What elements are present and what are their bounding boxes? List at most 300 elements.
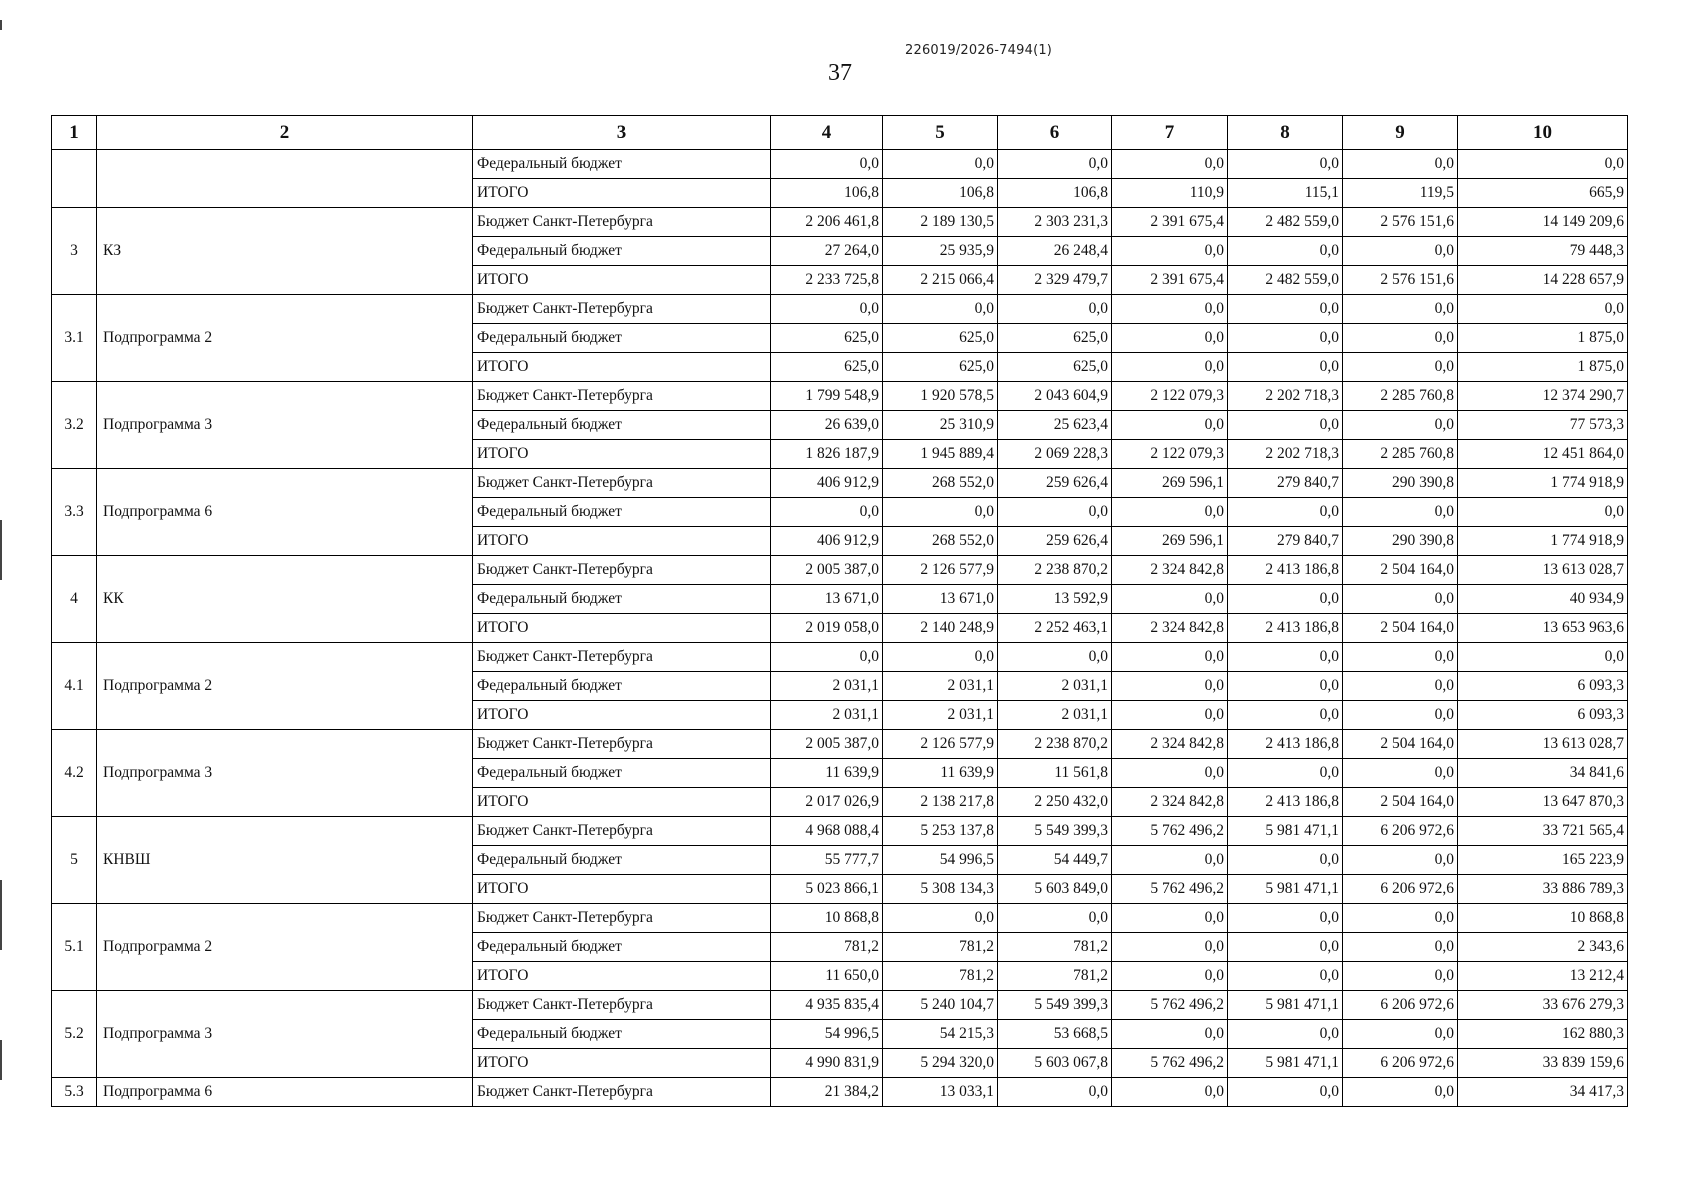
value-cell-col-5: 625,0: [883, 353, 998, 382]
value-cell-col-7: 0,0: [1112, 498, 1228, 527]
funding-source-cell: Федеральный бюджет: [473, 498, 771, 527]
value-cell-col-8: 0,0: [1228, 962, 1343, 991]
value-cell-col-8: 5 981 471,1: [1228, 817, 1343, 846]
value-cell-col-8: 0,0: [1228, 759, 1343, 788]
value-cell-col-6: 781,2: [998, 962, 1112, 991]
value-cell-col-5: 5 253 137,8: [883, 817, 998, 846]
funding-source-cell: Бюджет Санкт-Петербурга: [473, 643, 771, 672]
funding-source-cell: ИТОГО: [473, 614, 771, 643]
value-cell-col-5: 1 920 578,5: [883, 382, 998, 411]
value-cell-col-8: 2 482 559,0: [1228, 266, 1343, 295]
value-cell-col-6: 0,0: [998, 498, 1112, 527]
funding-source-cell: ИТОГО: [473, 527, 771, 556]
value-cell-col-8: 0,0: [1228, 324, 1343, 353]
value-cell-col-7: 0,0: [1112, 324, 1228, 353]
value-cell-col-9: 0,0: [1343, 846, 1458, 875]
row-code-cell: 3.2: [52, 382, 97, 469]
value-cell-col-5: 5 294 320,0: [883, 1049, 998, 1078]
table-row: [52, 817, 1628, 846]
value-cell-col-9: 0,0: [1343, 759, 1458, 788]
value-cell-col-5: 1 945 889,4: [883, 440, 998, 469]
value-cell-col-6: 2 303 231,3: [998, 208, 1112, 237]
value-cell-col-5: 25 310,9: [883, 411, 998, 440]
row-code-cell: 3: [52, 208, 97, 295]
value-cell-col-7: 5 762 496,2: [1112, 817, 1228, 846]
value-cell-col-9: 2 576 151,6: [1343, 266, 1458, 295]
row-name-cell: Подпрограмма 3: [97, 730, 473, 817]
funding-source-cell: Федеральный бюджет: [473, 585, 771, 614]
value-cell-col-8: 0,0: [1228, 237, 1343, 266]
value-cell-col-4: 4 935 835,4: [771, 991, 883, 1020]
value-cell-col-5: 25 935,9: [883, 237, 998, 266]
value-cell-col-9: 0,0: [1343, 411, 1458, 440]
value-cell-col-4: 10 868,8: [771, 904, 883, 933]
value-cell-col-10: 0,0: [1458, 150, 1628, 179]
value-cell-col-10: 40 934,9: [1458, 585, 1628, 614]
value-cell-col-8: 5 981 471,1: [1228, 875, 1343, 904]
value-cell-col-6: 625,0: [998, 353, 1112, 382]
value-cell-col-10: 0,0: [1458, 643, 1628, 672]
value-cell-col-9: 0,0: [1343, 643, 1458, 672]
column-header-7: 7: [1112, 116, 1228, 150]
value-cell-col-5: 0,0: [883, 295, 998, 324]
value-cell-col-8: 0,0: [1228, 295, 1343, 324]
value-cell-col-9: 2 504 164,0: [1343, 556, 1458, 585]
value-cell-col-4: 11 639,9: [771, 759, 883, 788]
value-cell-col-6: 106,8: [998, 179, 1112, 208]
value-cell-col-7: 2 122 079,3: [1112, 382, 1228, 411]
value-cell-col-10: 1 774 918,9: [1458, 469, 1628, 498]
value-cell-col-7: 2 324 842,8: [1112, 556, 1228, 585]
value-cell-col-8: 0,0: [1228, 498, 1343, 527]
value-cell-col-6: 53 668,5: [998, 1020, 1112, 1049]
value-cell-col-6: 781,2: [998, 933, 1112, 962]
column-header-5: 5: [883, 116, 998, 150]
row-name-cell: Подпрограмма 6: [97, 1078, 473, 1107]
value-cell-col-10: 79 448,3: [1458, 237, 1628, 266]
funding-source-cell: Федеральный бюджет: [473, 759, 771, 788]
row-name-cell: КЗ: [97, 208, 473, 295]
value-cell-col-4: 2 017 026,9: [771, 788, 883, 817]
value-cell-col-4: 406 912,9: [771, 469, 883, 498]
scan-edge-marks: [0, 0, 3, 1200]
value-cell-col-7: 269 596,1: [1112, 527, 1228, 556]
value-cell-col-9: 119,5: [1343, 179, 1458, 208]
row-code-cell: 4.2: [52, 730, 97, 817]
value-cell-col-10: 13 212,4: [1458, 962, 1628, 991]
value-cell-col-8: 2 482 559,0: [1228, 208, 1343, 237]
funding-source-cell: Федеральный бюджет: [473, 237, 771, 266]
table-row: [52, 991, 1628, 1020]
value-cell-col-4: 4 968 088,4: [771, 817, 883, 846]
column-header-4: 4: [771, 116, 883, 150]
value-cell-col-6: 0,0: [998, 643, 1112, 672]
value-cell-col-5: 5 308 134,3: [883, 875, 998, 904]
value-cell-col-9: 0,0: [1343, 1020, 1458, 1049]
value-cell-col-6: 0,0: [998, 295, 1112, 324]
funding-source-cell: Федеральный бюджет: [473, 324, 771, 353]
value-cell-col-9: 2 576 151,6: [1343, 208, 1458, 237]
column-header-1: 1: [52, 116, 97, 150]
value-cell-col-10: 13 613 028,7: [1458, 556, 1628, 585]
value-cell-col-4: 0,0: [771, 643, 883, 672]
value-cell-col-4: 55 777,7: [771, 846, 883, 875]
value-cell-col-6: 54 449,7: [998, 846, 1112, 875]
value-cell-col-10: 0,0: [1458, 498, 1628, 527]
funding-source-cell: Бюджет Санкт-Петербурга: [473, 904, 771, 933]
value-cell-col-8: 2 413 186,8: [1228, 556, 1343, 585]
value-cell-col-8: 2 202 718,3: [1228, 382, 1343, 411]
value-cell-col-10: 33 839 159,6: [1458, 1049, 1628, 1078]
value-cell-col-6: 5 549 399,3: [998, 817, 1112, 846]
value-cell-col-9: 6 206 972,6: [1343, 1049, 1458, 1078]
value-cell-col-4: 2 019 058,0: [771, 614, 883, 643]
value-cell-col-6: 259 626,4: [998, 527, 1112, 556]
value-cell-col-6: 0,0: [998, 904, 1112, 933]
value-cell-col-7: 0,0: [1112, 643, 1228, 672]
value-cell-col-5: 0,0: [883, 904, 998, 933]
value-cell-col-4: 2 005 387,0: [771, 556, 883, 585]
funding-source-cell: Бюджет Санкт-Петербурга: [473, 382, 771, 411]
value-cell-col-10: 33 886 789,3: [1458, 875, 1628, 904]
row-name-cell: КК: [97, 556, 473, 643]
funding-source-cell: Бюджет Санкт-Петербурга: [473, 730, 771, 759]
value-cell-col-6: 11 561,8: [998, 759, 1112, 788]
budget-table: [51, 115, 1628, 1107]
value-cell-col-9: 2 504 164,0: [1343, 730, 1458, 759]
value-cell-col-6: 2 329 479,7: [998, 266, 1112, 295]
value-cell-col-4: 2 031,1: [771, 672, 883, 701]
value-cell-col-7: 0,0: [1112, 150, 1228, 179]
value-cell-col-4: 21 384,2: [771, 1078, 883, 1107]
row-name-cell: Подпрограмма 3: [97, 991, 473, 1078]
funding-source-cell: ИТОГО: [473, 179, 771, 208]
funding-source-cell: ИТОГО: [473, 440, 771, 469]
row-name-cell: Подпрограмма 6: [97, 469, 473, 556]
value-cell-col-4: 4 990 831,9: [771, 1049, 883, 1078]
value-cell-col-6: 2 252 463,1: [998, 614, 1112, 643]
value-cell-col-10: 77 573,3: [1458, 411, 1628, 440]
value-cell-col-9: 0,0: [1343, 1078, 1458, 1107]
value-cell-col-4: 0,0: [771, 498, 883, 527]
value-cell-col-7: 0,0: [1112, 701, 1228, 730]
value-cell-col-7: 2 324 842,8: [1112, 788, 1228, 817]
value-cell-col-7: 0,0: [1112, 1020, 1228, 1049]
funding-source-cell: Бюджет Санкт-Петербурга: [473, 991, 771, 1020]
value-cell-col-4: 2 233 725,8: [771, 266, 883, 295]
value-cell-col-4: 781,2: [771, 933, 883, 962]
row-name-cell: [97, 150, 473, 208]
value-cell-col-4: 406 912,9: [771, 527, 883, 556]
value-cell-col-8: 115,1: [1228, 179, 1343, 208]
value-cell-col-5: 11 639,9: [883, 759, 998, 788]
value-cell-col-8: 0,0: [1228, 846, 1343, 875]
value-cell-col-4: 27 264,0: [771, 237, 883, 266]
value-cell-col-7: 0,0: [1112, 962, 1228, 991]
value-cell-col-9: 2 285 760,8: [1343, 440, 1458, 469]
value-cell-col-4: 1 799 548,9: [771, 382, 883, 411]
value-cell-col-6: 13 592,9: [998, 585, 1112, 614]
value-cell-col-8: 0,0: [1228, 150, 1343, 179]
value-cell-col-5: 268 552,0: [883, 469, 998, 498]
funding-source-cell: Федеральный бюджет: [473, 933, 771, 962]
value-cell-col-6: 5 603 067,8: [998, 1049, 1112, 1078]
value-cell-col-8: 2 413 186,8: [1228, 788, 1343, 817]
value-cell-col-10: 6 093,3: [1458, 672, 1628, 701]
value-cell-col-5: 781,2: [883, 933, 998, 962]
row-name-cell: Подпрограмма 2: [97, 643, 473, 730]
row-code-cell: 4: [52, 556, 97, 643]
value-cell-col-10: 13 647 870,3: [1458, 788, 1628, 817]
value-cell-col-7: 110,9: [1112, 179, 1228, 208]
column-header-3: 3: [473, 116, 771, 150]
value-cell-col-6: 625,0: [998, 324, 1112, 353]
value-cell-col-8: 2 413 186,8: [1228, 614, 1343, 643]
value-cell-col-10: 13 613 028,7: [1458, 730, 1628, 759]
value-cell-col-10: 14 228 657,9: [1458, 266, 1628, 295]
value-cell-col-5: 106,8: [883, 179, 998, 208]
row-code-cell: 5.2: [52, 991, 97, 1078]
value-cell-col-4: 26 639,0: [771, 411, 883, 440]
value-cell-col-7: 0,0: [1112, 904, 1228, 933]
value-cell-col-8: 5 981 471,1: [1228, 1049, 1343, 1078]
table-body: [52, 150, 1628, 1107]
table-row: [52, 904, 1628, 933]
value-cell-col-5: 2 031,1: [883, 701, 998, 730]
value-cell-col-9: 6 206 972,6: [1343, 817, 1458, 846]
value-cell-col-8: 2 202 718,3: [1228, 440, 1343, 469]
value-cell-col-9: 0,0: [1343, 962, 1458, 991]
value-cell-col-5: 2 189 130,5: [883, 208, 998, 237]
funding-source-cell: ИТОГО: [473, 1049, 771, 1078]
funding-source-cell: Федеральный бюджет: [473, 411, 771, 440]
table-row: [52, 382, 1628, 411]
value-cell-col-7: 5 762 496,2: [1112, 875, 1228, 904]
value-cell-col-7: 2 324 842,8: [1112, 614, 1228, 643]
value-cell-col-8: 0,0: [1228, 411, 1343, 440]
value-cell-col-6: 5 603 849,0: [998, 875, 1112, 904]
value-cell-col-8: 0,0: [1228, 701, 1343, 730]
value-cell-col-9: 0,0: [1343, 933, 1458, 962]
value-cell-col-6: 259 626,4: [998, 469, 1112, 498]
value-cell-col-10: 1 875,0: [1458, 324, 1628, 353]
value-cell-col-7: 5 762 496,2: [1112, 991, 1228, 1020]
column-header-9: 9: [1343, 116, 1458, 150]
row-code-cell: 5.1: [52, 904, 97, 991]
value-cell-col-6: 2 069 228,3: [998, 440, 1112, 469]
value-cell-col-7: 2 391 675,4: [1112, 266, 1228, 295]
value-cell-col-7: 2 122 079,3: [1112, 440, 1228, 469]
value-cell-col-5: 0,0: [883, 498, 998, 527]
value-cell-col-4: 2 206 461,8: [771, 208, 883, 237]
column-header-6: 6: [998, 116, 1112, 150]
column-header-10: 10: [1458, 116, 1628, 150]
value-cell-col-4: 2 005 387,0: [771, 730, 883, 759]
funding-source-cell: Бюджет Санкт-Петербурга: [473, 817, 771, 846]
value-cell-col-8: 2 413 186,8: [1228, 730, 1343, 759]
value-cell-col-9: 0,0: [1343, 324, 1458, 353]
value-cell-col-7: 0,0: [1112, 759, 1228, 788]
funding-source-cell: ИТОГО: [473, 962, 771, 991]
value-cell-col-10: 10 868,8: [1458, 904, 1628, 933]
value-cell-col-7: 0,0: [1112, 1078, 1228, 1107]
value-cell-col-10: 33 676 279,3: [1458, 991, 1628, 1020]
value-cell-col-7: 269 596,1: [1112, 469, 1228, 498]
value-cell-col-7: 0,0: [1112, 933, 1228, 962]
table-row: [52, 730, 1628, 759]
row-code-cell: 5: [52, 817, 97, 904]
value-cell-col-6: 2 238 870,2: [998, 556, 1112, 585]
value-cell-col-8: 0,0: [1228, 1078, 1343, 1107]
value-cell-col-10: 1 774 918,9: [1458, 527, 1628, 556]
value-cell-col-8: 0,0: [1228, 1020, 1343, 1049]
value-cell-col-10: 165 223,9: [1458, 846, 1628, 875]
value-cell-col-7: 2 324 842,8: [1112, 730, 1228, 759]
value-cell-col-4: 1 826 187,9: [771, 440, 883, 469]
funding-source-cell: ИТОГО: [473, 266, 771, 295]
table-row: [52, 295, 1628, 324]
value-cell-col-9: 0,0: [1343, 672, 1458, 701]
value-cell-col-10: 6 093,3: [1458, 701, 1628, 730]
page-number: 37: [828, 60, 852, 86]
value-cell-col-9: 290 390,8: [1343, 469, 1458, 498]
value-cell-col-7: 5 762 496,2: [1112, 1049, 1228, 1078]
value-cell-col-10: 2 343,6: [1458, 933, 1628, 962]
value-cell-col-10: 34 841,6: [1458, 759, 1628, 788]
value-cell-col-5: 13 033,1: [883, 1078, 998, 1107]
value-cell-col-10: 162 880,3: [1458, 1020, 1628, 1049]
value-cell-col-6: 2 250 432,0: [998, 788, 1112, 817]
value-cell-col-9: 0,0: [1343, 701, 1458, 730]
value-cell-col-8: 0,0: [1228, 353, 1343, 382]
value-cell-col-10: 1 875,0: [1458, 353, 1628, 382]
value-cell-col-10: 0,0: [1458, 295, 1628, 324]
value-cell-col-5: 781,2: [883, 962, 998, 991]
value-cell-col-9: 2 504 164,0: [1343, 788, 1458, 817]
value-cell-col-10: 13 653 963,6: [1458, 614, 1628, 643]
value-cell-col-6: 26 248,4: [998, 237, 1112, 266]
value-cell-col-7: 0,0: [1112, 846, 1228, 875]
value-cell-col-4: 54 996,5: [771, 1020, 883, 1049]
value-cell-col-9: 6 206 972,6: [1343, 875, 1458, 904]
funding-source-cell: Бюджет Санкт-Петербурга: [473, 1078, 771, 1107]
value-cell-col-5: 2 215 066,4: [883, 266, 998, 295]
table-header-row: [52, 116, 1628, 150]
row-code-cell: 5.3: [52, 1078, 97, 1107]
value-cell-col-6: 0,0: [998, 1078, 1112, 1107]
value-cell-col-5: 2 140 248,9: [883, 614, 998, 643]
funding-source-cell: Федеральный бюджет: [473, 150, 771, 179]
value-cell-col-6: 25 623,4: [998, 411, 1112, 440]
funding-source-cell: Бюджет Санкт-Петербурга: [473, 208, 771, 237]
value-cell-col-5: 268 552,0: [883, 527, 998, 556]
table-row: [52, 556, 1628, 585]
row-name-cell: Подпрограмма 2: [97, 295, 473, 382]
value-cell-col-10: 12 451 864,0: [1458, 440, 1628, 469]
value-cell-col-5: 625,0: [883, 324, 998, 353]
value-cell-col-8: 0,0: [1228, 904, 1343, 933]
value-cell-col-4: 13 671,0: [771, 585, 883, 614]
table-row: [52, 208, 1628, 237]
value-cell-col-10: 34 417,3: [1458, 1078, 1628, 1107]
value-cell-col-5: 2 126 577,9: [883, 556, 998, 585]
funding-source-cell: Бюджет Санкт-Петербурга: [473, 556, 771, 585]
value-cell-col-6: 2 238 870,2: [998, 730, 1112, 759]
value-cell-col-6: 2 031,1: [998, 672, 1112, 701]
value-cell-col-4: 2 031,1: [771, 701, 883, 730]
funding-source-cell: ИТОГО: [473, 788, 771, 817]
value-cell-col-6: 0,0: [998, 150, 1112, 179]
value-cell-col-7: 0,0: [1112, 353, 1228, 382]
value-cell-col-5: 54 996,5: [883, 846, 998, 875]
row-name-cell: Подпрограмма 2: [97, 904, 473, 991]
value-cell-col-4: 11 650,0: [771, 962, 883, 991]
value-cell-col-10: 14 149 209,6: [1458, 208, 1628, 237]
row-code-cell: 3.3: [52, 469, 97, 556]
funding-source-cell: Федеральный бюджет: [473, 1020, 771, 1049]
table-row: [52, 150, 1628, 179]
row-name-cell: КНВШ: [97, 817, 473, 904]
value-cell-col-9: 0,0: [1343, 498, 1458, 527]
value-cell-col-7: 2 391 675,4: [1112, 208, 1228, 237]
value-cell-col-8: 0,0: [1228, 585, 1343, 614]
row-code-cell: 3.1: [52, 295, 97, 382]
row-code-cell: 4.1: [52, 643, 97, 730]
value-cell-col-8: 279 840,7: [1228, 527, 1343, 556]
value-cell-col-8: 0,0: [1228, 933, 1343, 962]
table-row: [52, 469, 1628, 498]
value-cell-col-7: 0,0: [1112, 411, 1228, 440]
value-cell-col-6: 2 043 604,9: [998, 382, 1112, 411]
column-header-8: 8: [1228, 116, 1343, 150]
value-cell-col-9: 290 390,8: [1343, 527, 1458, 556]
value-cell-col-9: 0,0: [1343, 904, 1458, 933]
value-cell-col-9: 0,0: [1343, 295, 1458, 324]
table-row: [52, 1078, 1628, 1107]
value-cell-col-9: 2 504 164,0: [1343, 614, 1458, 643]
document-number: 226019/2026-7494(1): [905, 43, 1053, 58]
value-cell-col-5: 0,0: [883, 150, 998, 179]
value-cell-col-9: 0,0: [1343, 353, 1458, 382]
value-cell-col-5: 13 671,0: [883, 585, 998, 614]
value-cell-col-9: 2 285 760,8: [1343, 382, 1458, 411]
value-cell-col-8: 0,0: [1228, 643, 1343, 672]
value-cell-col-8: 279 840,7: [1228, 469, 1343, 498]
funding-source-cell: ИТОГО: [473, 875, 771, 904]
value-cell-col-6: 5 549 399,3: [998, 991, 1112, 1020]
value-cell-col-5: 2 126 577,9: [883, 730, 998, 759]
value-cell-col-4: 106,8: [771, 179, 883, 208]
funding-source-cell: ИТОГО: [473, 701, 771, 730]
value-cell-col-10: 12 374 290,7: [1458, 382, 1628, 411]
value-cell-col-7: 0,0: [1112, 237, 1228, 266]
row-name-cell: Подпрограмма 3: [97, 382, 473, 469]
value-cell-col-9: 6 206 972,6: [1343, 991, 1458, 1020]
value-cell-col-6: 2 031,1: [998, 701, 1112, 730]
value-cell-col-4: 5 023 866,1: [771, 875, 883, 904]
value-cell-col-5: 0,0: [883, 643, 998, 672]
value-cell-col-7: 0,0: [1112, 672, 1228, 701]
funding-source-cell: Федеральный бюджет: [473, 672, 771, 701]
value-cell-col-9: 0,0: [1343, 150, 1458, 179]
value-cell-col-4: 0,0: [771, 295, 883, 324]
row-code-cell: [52, 150, 97, 208]
value-cell-col-5: 54 215,3: [883, 1020, 998, 1049]
funding-source-cell: Бюджет Санкт-Петербурга: [473, 295, 771, 324]
value-cell-col-10: 665,9: [1458, 179, 1628, 208]
column-header-2: 2: [97, 116, 473, 150]
value-cell-col-8: 5 981 471,1: [1228, 991, 1343, 1020]
